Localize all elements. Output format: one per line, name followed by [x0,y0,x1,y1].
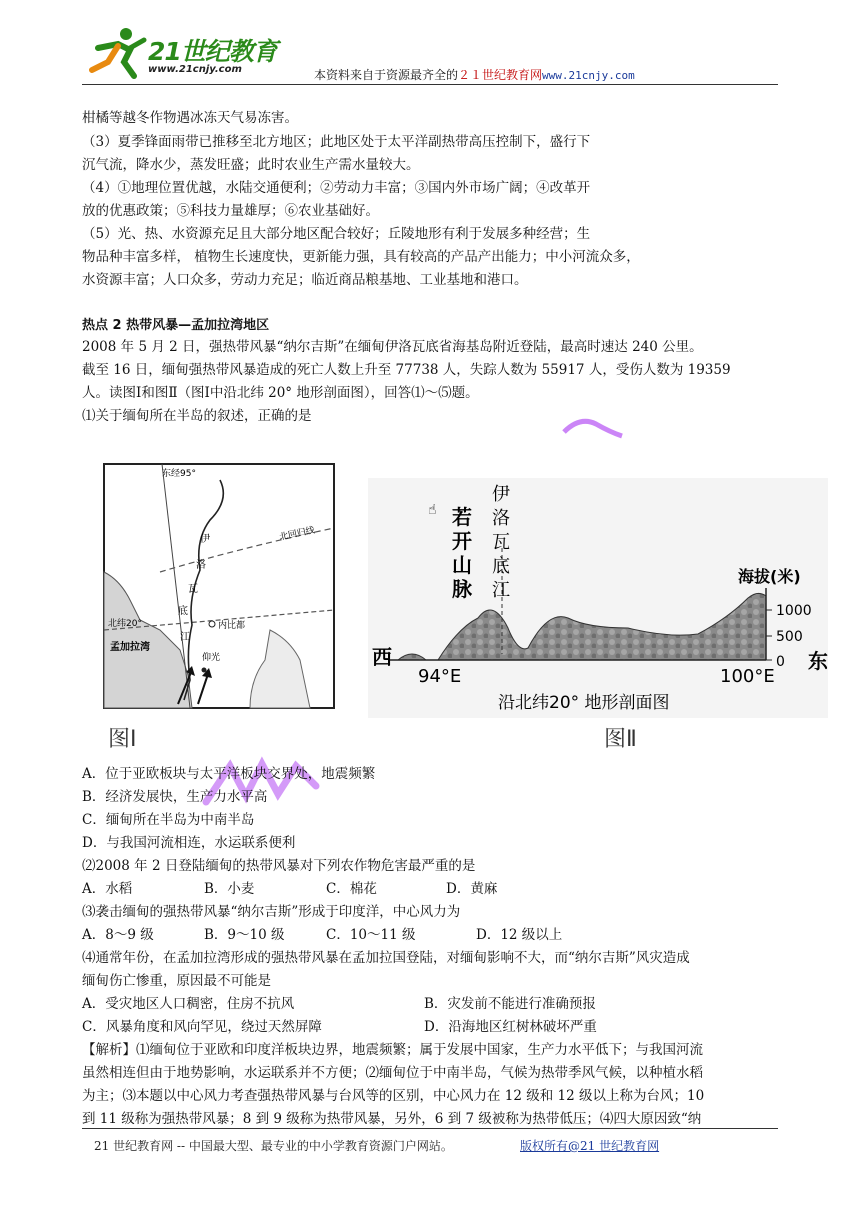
question-3-stem: ⑶袭击缅甸的强热带风暴“纳尔吉斯”形成于印度洋，中心风力为 [82,904,461,920]
q2-option-a[interactable]: A．水稻 [82,881,133,897]
header-note-site[interactable]: ２１世纪教育网 [458,68,543,82]
direction-west: 西 [372,645,392,669]
answer-line: （3）夏季锋面雨带已推移至北方地区；此地区处于太平洋副热带高压控制下，盛行下 [82,134,591,150]
elevation-tick: 0 [776,654,785,670]
intro-line: 截至 16 日，缅甸强热带风暴造成的死亡人数上升至 77738 人，失踪人数为 55917 人，受伤人数为 19359 [82,362,731,378]
header-divider [82,84,778,85]
site-logo[interactable] [88,26,288,82]
map-bay-label: 孟加拉湾 [110,642,150,653]
analysis-line: 虽然相连但由于地势影响，水运联系并不方便；⑵缅甸位于中南半岛，气候为热带季风气候，以种植水稻 [82,1065,703,1081]
q2-option-d[interactable]: D．黄麻 [446,881,498,897]
profile-river-char: 洛 [492,508,510,529]
q1-option-b[interactable]: B．经济发展快，生产力水平高 [82,789,268,805]
direction-east: 东 [808,649,828,673]
footer-divider [82,1128,778,1129]
figure-1-caption: 图Ⅰ [108,727,137,752]
answer-line: 沉气流，降水少，蒸发旺盛；此时农业生产需水量较大。 [82,157,420,173]
footer-text: 21 世纪教育网 -- 中国最大型、最专业的中小学教育资源门户网站。 [94,1139,453,1153]
header-note-prefix: 本资料来自于资源最齐全的 [314,68,459,82]
profile-river-char: 瓦 [492,532,510,553]
q2-option-c[interactable]: C．棉花 [326,881,377,897]
figure-2-caption: 图Ⅱ [604,727,637,752]
analysis-line: 为主；⑶本题以中心风力考查强热带风暴与台风等的区别，中心风力在 12 级和 12 级以上称为台风；10 [82,1088,705,1104]
hotspot-heading: 热点 2 热带风暴—孟加拉湾地区 [82,318,270,333]
question-2-stem: ⑵2008 年 2 日登陆缅甸的热带风暴对下列农作物危害最严重的是 [82,858,476,874]
profile-river-char: 伊 [492,484,510,505]
q3-option-b[interactable]: B．9～10 级 [204,927,285,943]
q3-option-c[interactable]: C．10～11 级 [326,927,416,943]
map-city-yangon: 仰光 [202,653,221,663]
q1-option-d[interactable]: D．与我国河流相连，水运联系便利 [82,835,296,851]
question-1-stem: ⑴关于缅甸所在半岛的叙述，正确的是 [82,408,312,424]
longitude-left: 94°E [418,666,462,687]
runner-logo-icon [88,26,148,80]
longitude-right: 100°E [720,666,775,687]
intro-line: 人。读图Ⅰ和图Ⅱ（图Ⅰ中沿北纬 20° 地形剖面图），回答⑴～⑸题。 [82,385,479,401]
mountain-char: 若 [452,505,472,529]
figure-2-profile [368,478,828,718]
q3-option-d[interactable]: D．12 级以上 [476,927,563,943]
profile-river-char: 底 [492,556,510,577]
q4-option-c[interactable]: C．风暴角度和风向罕见，绕过天然屏障 [82,1019,322,1035]
footer-copyright-link[interactable] [520,1137,659,1154]
elevation-tick: 500 [776,629,803,645]
profile-subtitle: 沿北纬20° 地形剖面图 [498,693,670,713]
q1-option-a[interactable]: A．位于亚欧板块与太平洋板块交界处，地震频繁 [82,766,376,782]
q2-option-b[interactable]: B．小麦 [204,881,255,897]
q1-option-c[interactable]: C．缅甸所在半岛为中南半岛 [82,812,255,828]
figure-1-map [100,460,340,712]
map-river-char: 瓦 [188,584,198,595]
map-tropic-label: 北回归线 [278,525,316,543]
answer-line: 物品种丰富多样， 植物生长速度快，更新能力强，具有较高的产品产出能力；中小河流众多， [82,249,640,265]
logo-url: www.21cnjy.com [148,64,242,75]
map-river-char: 伊 [200,534,210,545]
q4-option-a[interactable]: A．受灾地区人口稠密，住房不抗风 [82,996,295,1012]
copyright-link-text[interactable]: 版权所有@21 世纪教育网 [520,1139,660,1153]
elevation-tick: 1000 [776,603,812,619]
analysis-line: 到 11 级称为强热带风暴；8 到 9 级称为热带风暴，另外，6 到 7 级被称为热带低压；⑷四大原因致“纳 [82,1111,702,1127]
q4-option-b[interactable]: B．灾发前不能进行准确预报 [424,996,596,1012]
analysis-line: 【解析】⑴缅甸位于亚欧和印度洋板块边界，地震频繁；属于发展中国家，生产力水平低下；与我国河流 [82,1042,703,1058]
answer-line: 放的优惠政策；⑤科技力量雄厚；⑥农业基础好。 [82,203,379,219]
map-river-char: 江 [180,632,190,643]
map-river-char: 洛 [196,560,206,571]
map-city-naypyidaw: 内比都 [218,621,246,631]
map-river-char: 底 [178,606,188,617]
answer-line: 水资源丰富；人口众多，劳动力充足；临近商品粮基地、工业基地和港口。 [82,272,528,288]
answer-line: （4）①地理位置优越，水陆交通便利；②劳动力丰富；③国内外市场广阔；④改革开 [82,180,591,196]
q3-option-a[interactable]: A．8～9 级 [82,927,154,943]
mountain-char: 开 [452,529,472,553]
mountain-char: 山 [452,553,472,577]
question-4-stem: 缅甸伤亡惨重，原因最不可能是 [82,973,271,989]
map-parallel-label: 北纬20° [108,619,142,629]
logo-text: 21世纪教育 [148,37,277,66]
intro-line: 2008 年 5 月 2 日，强热带风暴“纳尔吉斯”在缅甸伊洛瓦底省海基岛附近登陆，最高时速达 240 公里。 [82,339,703,355]
hand-cursor-icon: ☝ [428,502,437,518]
header-note [314,66,635,83]
answer-line: （5）光、热、水资源充足且大部分地区配合较好；丘陵地形有利于发展多种经营；生 [82,226,591,242]
elevation-label: 海拔(米) [738,567,801,586]
map-meridian-label: 东经95° [162,469,196,479]
q4-option-d[interactable]: D．沿海地区红树林破坏严重 [424,1019,597,1035]
answer-line: 柑橘等越冬作物遇冰冻天气易冻害。 [82,110,298,126]
question-4-stem: ⑷通常年份，在孟加拉湾形成的强热带风暴在孟加拉国登陆，对缅甸影响不大，而“纳尔吉斯”风灾造成 [82,950,690,966]
profile-river-char: 江 [492,580,510,601]
mountain-char: 脉 [452,577,472,601]
header-note-url[interactable]: www.21cnjy.com [542,69,635,82]
watermark-mark [560,414,630,440]
